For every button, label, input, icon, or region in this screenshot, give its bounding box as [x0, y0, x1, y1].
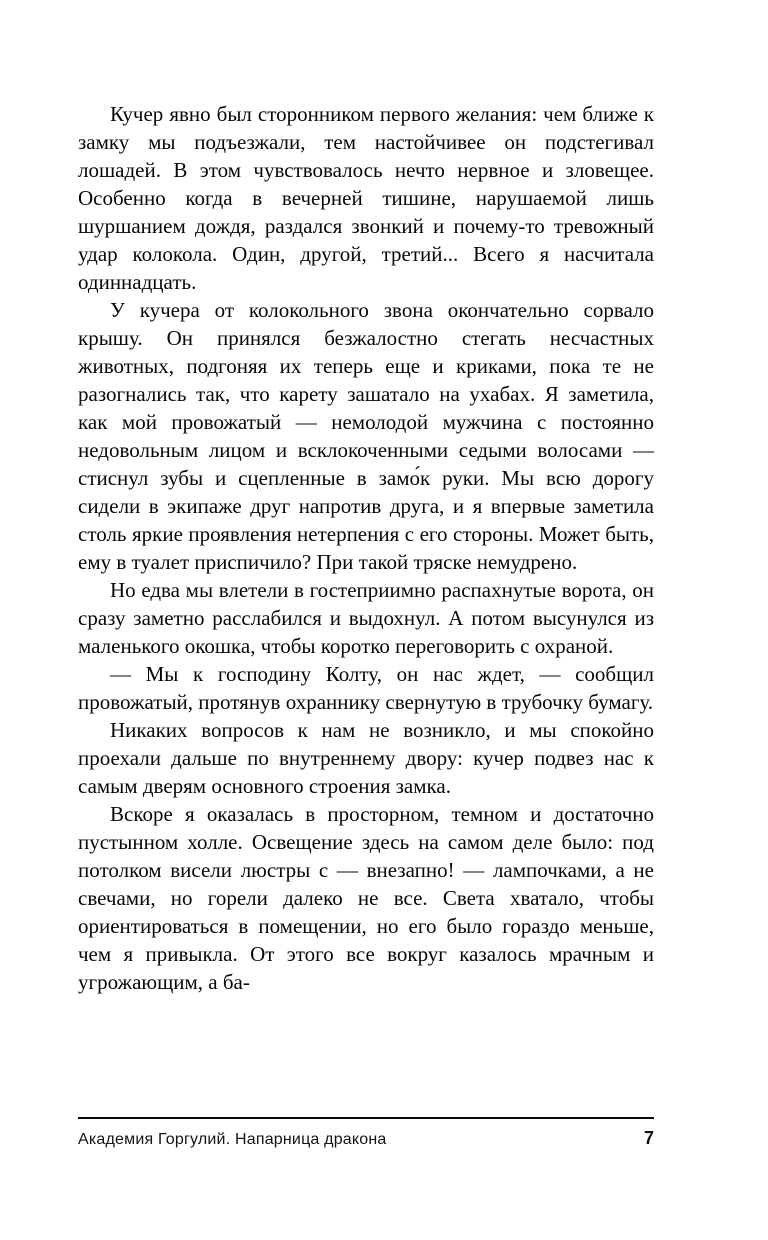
- running-title: Академия Горгулий. Напарница дракона: [78, 1131, 387, 1148]
- page-footer: [78, 1117, 654, 1149]
- paragraph: Никаких вопросов к нам не возникло, и мы спокойно проехали дальше по внутреннему двору: кучер подвез нас к самым дверям основного строения замка.: [78, 718, 654, 798]
- paragraph-dialogue: — Мы к господину Колту, он нас ждет, — сообщил провожатый, протянув охраннику свернутую в трубочку бумагу.: [78, 662, 654, 714]
- page-number: 7: [643, 1128, 654, 1148]
- paragraph: Но едва мы влетели в гостеприимно распахнутые ворота, он сразу заметно расслабился и выдохнул. А потом высунулся из маленького окошка, чтобы коротко переговорить с охраной.: [78, 578, 654, 658]
- paragraph: Кучер явно был сторонником первого желания: чем ближе к замку мы подъезжали, тем настойчивее он подстегивал лошадей. В этом чувствовалось нечто нервное и зловещее. Особенно когда в вечерней тишине, нарушаемой лишь шуршанием дождя, раздался звонкий и почему-то тревожный удар колокола. Один, другой, третий... Всего я насчитала одиннадцать.: [78, 102, 654, 294]
- page-text: [78, 100, 654, 996]
- paragraph: Вскоре я оказалась в просторном, темном и достаточно пустынном холле. Освещение здесь на самом деле было: под потолком висели люстры с — внезапно! — лампочками, а не свечами, но горели далеко не все. Света хватало, чтобы ориентироваться в помещении, но его было гораздо меньше, чем я привыкла. От этого все вокруг казалось мрачным и угрожающим, а ба-: [78, 802, 654, 994]
- paragraph: У кучера от колокольного звона окончательно сорвало крышу. Он принялся безжалостно стегать несчастных животных, подгоняя их теперь еще и криками, пока те не разогнались так, что карету зашатало на ухабах. Я заметила, как мой провожатый — немолодой мужчина с постоянно недовольным лицом и всклокоченными седыми волосами — стиснул зубы и сцепленные в замо́к руки. Мы всю дорогу сидели в экипаже друг напротив друга, и я впервые заметила столь яркие проявления нетерпения с его стороны. Может быть, ему в туалет приспичило? При такой тряске немудрено.: [78, 298, 654, 574]
